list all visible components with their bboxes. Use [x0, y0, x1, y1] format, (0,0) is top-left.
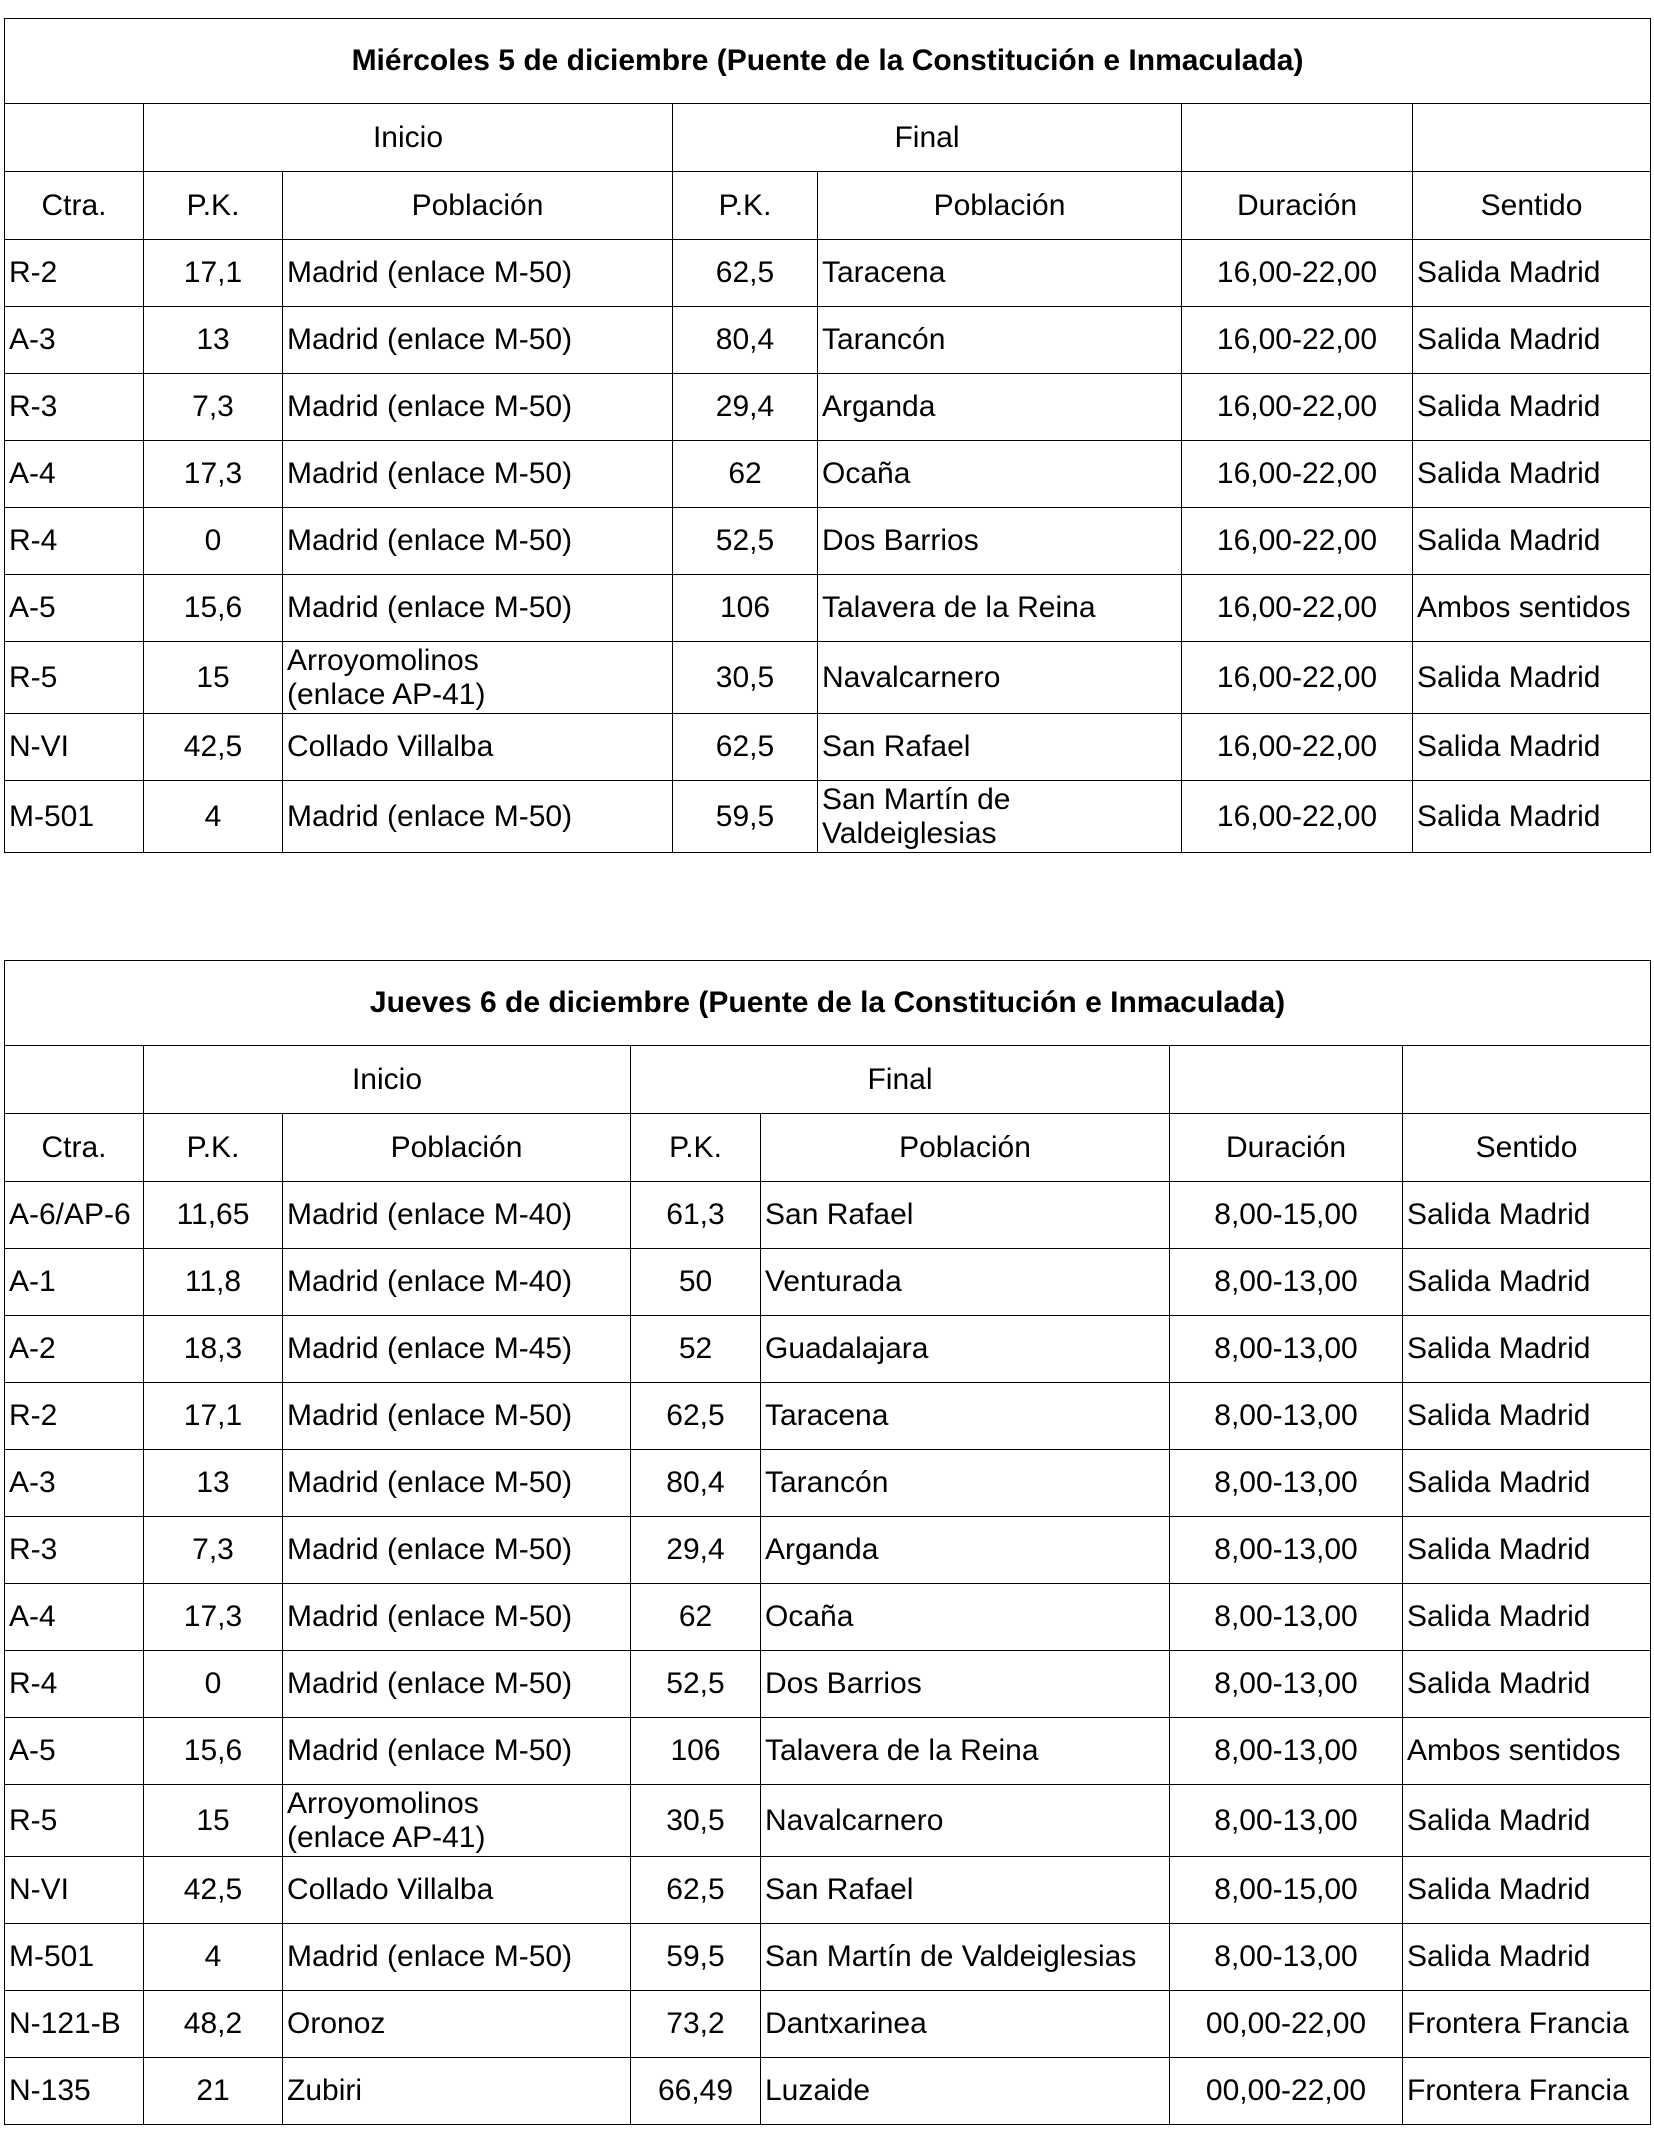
table-row	[5, 714, 1651, 781]
table-row	[5, 1857, 1651, 1924]
cell-poblacion-final: Talavera de la Reina	[818, 575, 1182, 642]
cell-ctra: R-3	[5, 374, 144, 441]
cell-sentido: Salida Madrid	[1403, 1249, 1651, 1316]
cell-pk-final: 30,5	[631, 1785, 761, 1857]
cell-poblacion-final: Navalcarnero	[761, 1785, 1170, 1857]
cell-pk-inicio: 42,5	[144, 714, 283, 781]
table-row	[5, 508, 1651, 575]
cell-poblacion-final: Taracena	[761, 1383, 1170, 1450]
cell-poblacion-inicio: Madrid (enlace M-40)	[283, 1182, 631, 1249]
cell-pk-inicio: 13	[144, 307, 283, 374]
cell-sentido: Salida Madrid	[1403, 1857, 1651, 1924]
cell-pk-final: 59,5	[673, 781, 818, 853]
cell-pk-final: 52	[631, 1316, 761, 1383]
cell-pk-final: 106	[673, 575, 818, 642]
column-header-duracion: Duración	[1182, 172, 1413, 240]
cell-sentido: Frontera Francia	[1403, 2058, 1651, 2125]
cell-pk-inicio: 7,3	[144, 374, 283, 441]
cell-poblacion-inicio: Madrid (enlace M-40)	[283, 1249, 631, 1316]
cell-ctra: A-5	[5, 1718, 144, 1785]
cell-pk-inicio: 15	[144, 1785, 283, 1857]
cell-ctra: A-2	[5, 1316, 144, 1383]
column-header-row	[5, 1114, 1651, 1182]
cell-pk-inicio: 17,1	[144, 1383, 283, 1450]
cell-duracion: 8,00-15,00	[1170, 1857, 1403, 1924]
cell-duracion: 16,00-22,00	[1182, 714, 1413, 781]
cell-ctra: N-VI	[5, 714, 144, 781]
cell-poblacion-inicio: Madrid (enlace M-50)	[283, 307, 673, 374]
cell-ctra: A-4	[5, 1584, 144, 1651]
cell-pk-inicio: 4	[144, 1924, 283, 1991]
table-row	[5, 374, 1651, 441]
cell-poblacion-inicio: Collado Villalba	[283, 714, 673, 781]
cell-poblacion-inicio: Madrid (enlace M-50)	[283, 240, 673, 307]
cell-sentido: Ambos sentidos	[1413, 575, 1651, 642]
group-header-row	[5, 1046, 1651, 1114]
cell-pk-inicio: 15	[144, 642, 283, 714]
group-header-empty	[1413, 104, 1651, 172]
cell-duracion: 00,00-22,00	[1170, 2058, 1403, 2125]
cell-pk-final: 61,3	[631, 1182, 761, 1249]
table-row	[5, 1991, 1651, 2058]
cell-duracion: 8,00-13,00	[1170, 1383, 1403, 1450]
cell-pk-final: 50	[631, 1249, 761, 1316]
cell-ctra: A-3	[5, 1450, 144, 1517]
cell-pk-inicio: 7,3	[144, 1517, 283, 1584]
cell-poblacion-final: Ocaña	[761, 1584, 1170, 1651]
cell-sentido: Salida Madrid	[1413, 642, 1651, 714]
cell-poblacion-inicio: Madrid (enlace M-50)	[283, 374, 673, 441]
cell-ctra: A-5	[5, 575, 144, 642]
cell-poblacion-final: San Rafael	[761, 1857, 1170, 1924]
column-header-poblacion-final: Población	[818, 172, 1182, 240]
cell-poblacion-inicio: Arroyomolinos (enlace AP-41)	[283, 642, 673, 714]
group-header-final: Final	[673, 104, 1182, 172]
cell-duracion: 16,00-22,00	[1182, 240, 1413, 307]
cell-sentido: Salida Madrid	[1413, 781, 1651, 853]
cell-ctra: A-1	[5, 1249, 144, 1316]
table-title: Jueves 6 de diciembre (Puente de la Constitución e Inmaculada)	[5, 961, 1651, 1046]
column-header-pk-inicio: P.K.	[144, 172, 283, 240]
cell-poblacion-inicio: Madrid (enlace M-50)	[283, 1584, 631, 1651]
cell-sentido: Salida Madrid	[1413, 508, 1651, 575]
cell-sentido: Salida Madrid	[1413, 307, 1651, 374]
cell-pk-final: 73,2	[631, 1991, 761, 2058]
column-header-ctra: Ctra.	[5, 1114, 144, 1182]
cell-poblacion-inicio: Madrid (enlace M-50)	[283, 1651, 631, 1718]
group-header-empty	[1403, 1046, 1651, 1114]
table-row	[5, 441, 1651, 508]
table-row	[5, 1584, 1651, 1651]
cell-pk-inicio: 17,3	[144, 1584, 283, 1651]
cell-pk-final: 62	[673, 441, 818, 508]
cell-pk-final: 29,4	[631, 1517, 761, 1584]
cell-poblacion-final: Ocaña	[818, 441, 1182, 508]
cell-sentido: Salida Madrid	[1413, 240, 1651, 307]
column-header-pk-final: P.K.	[631, 1114, 761, 1182]
cell-poblacion-final: Navalcarnero	[818, 642, 1182, 714]
cell-poblacion-final: Luzaide	[761, 2058, 1170, 2125]
cell-pk-final: 59,5	[631, 1924, 761, 1991]
cell-poblacion-final: San Martín de Valdeiglesias	[761, 1924, 1170, 1991]
cell-poblacion-inicio: Madrid (enlace M-50)	[283, 1718, 631, 1785]
column-header-pk-final: P.K.	[673, 172, 818, 240]
cell-sentido: Salida Madrid	[1413, 441, 1651, 508]
cell-ctra: A-6/AP-6	[5, 1182, 144, 1249]
cell-sentido: Salida Madrid	[1403, 1651, 1651, 1718]
cell-duracion: 8,00-13,00	[1170, 1718, 1403, 1785]
group-header-empty	[1182, 104, 1413, 172]
table-row	[5, 2058, 1651, 2125]
cell-pk-final: 52,5	[673, 508, 818, 575]
cell-poblacion-inicio: Madrid (enlace M-50)	[283, 575, 673, 642]
table-body	[5, 19, 1651, 853]
cell-sentido: Frontera Francia	[1403, 1991, 1651, 2058]
cell-ctra: R-5	[5, 1785, 144, 1857]
cell-pk-inicio: 18,3	[144, 1316, 283, 1383]
cell-sentido: Ambos sentidos	[1403, 1718, 1651, 1785]
cell-pk-final: 52,5	[631, 1651, 761, 1718]
cell-duracion: 8,00-13,00	[1170, 1249, 1403, 1316]
cell-duracion: 16,00-22,00	[1182, 642, 1413, 714]
cell-duracion: 8,00-15,00	[1170, 1182, 1403, 1249]
table-row	[5, 642, 1651, 714]
cell-ctra: N-121-B	[5, 1991, 144, 2058]
cell-pk-final: 29,4	[673, 374, 818, 441]
column-header-pk-inicio: P.K.	[144, 1114, 283, 1182]
cell-ctra: A-4	[5, 441, 144, 508]
cell-pk-inicio: 48,2	[144, 1991, 283, 2058]
cell-poblacion-inicio: Collado Villalba	[283, 1857, 631, 1924]
cell-sentido: Salida Madrid	[1413, 714, 1651, 781]
cell-duracion: 16,00-22,00	[1182, 781, 1413, 853]
cell-poblacion-final: Taracena	[818, 240, 1182, 307]
cell-pk-inicio: 17,3	[144, 441, 283, 508]
cell-sentido: Salida Madrid	[1403, 1924, 1651, 1991]
cell-pk-inicio: 11,65	[144, 1182, 283, 1249]
table-row	[5, 1924, 1651, 1991]
table-title: Miércoles 5 de diciembre (Puente de la Constitución e Inmaculada)	[5, 19, 1651, 104]
cell-pk-inicio: 0	[144, 1651, 283, 1718]
cell-ctra: M-501	[5, 781, 144, 853]
cell-duracion: 16,00-22,00	[1182, 575, 1413, 642]
cell-poblacion-inicio: Madrid (enlace M-50)	[283, 1517, 631, 1584]
column-header-sentido: Sentido	[1413, 172, 1651, 240]
cell-sentido: Salida Madrid	[1403, 1785, 1651, 1857]
table-row	[5, 1718, 1651, 1785]
cell-ctra: R-3	[5, 1517, 144, 1584]
cell-pk-inicio: 11,8	[144, 1249, 283, 1316]
cell-ctra: M-501	[5, 1924, 144, 1991]
cell-poblacion-final: San Martín de Valdeiglesias	[818, 781, 1182, 853]
group-header-inicio: Inicio	[144, 1046, 631, 1114]
column-header-row	[5, 172, 1651, 240]
cell-pk-inicio: 0	[144, 508, 283, 575]
cell-poblacion-final: Guadalajara	[761, 1316, 1170, 1383]
cell-poblacion-inicio: Madrid (enlace M-50)	[283, 441, 673, 508]
cell-duracion: 16,00-22,00	[1182, 441, 1413, 508]
cell-poblacion-final: Venturada	[761, 1249, 1170, 1316]
cell-pk-final: 80,4	[631, 1450, 761, 1517]
column-header-poblacion-final: Población	[761, 1114, 1170, 1182]
cell-pk-final: 30,5	[673, 642, 818, 714]
cell-pk-final: 106	[631, 1718, 761, 1785]
cell-sentido: Salida Madrid	[1403, 1584, 1651, 1651]
cell-poblacion-final: Dos Barrios	[818, 508, 1182, 575]
cell-pk-final: 62,5	[631, 1383, 761, 1450]
column-header-ctra: Ctra.	[5, 172, 144, 240]
cell-pk-inicio: 15,6	[144, 575, 283, 642]
schedule-table-wednesday	[4, 18, 1651, 853]
cell-ctra: R-2	[5, 1383, 144, 1450]
cell-pk-final: 62,5	[673, 714, 818, 781]
table-row	[5, 240, 1651, 307]
cell-poblacion-inicio: Madrid (enlace M-50)	[283, 781, 673, 853]
table-row	[5, 1517, 1651, 1584]
table-row	[5, 575, 1651, 642]
cell-pk-inicio: 21	[144, 2058, 283, 2125]
table-row	[5, 1316, 1651, 1383]
cell-poblacion-final: Dantxarinea	[761, 1991, 1170, 2058]
cell-duracion: 00,00-22,00	[1170, 1991, 1403, 2058]
cell-sentido: Salida Madrid	[1403, 1182, 1651, 1249]
table-row	[5, 1249, 1651, 1316]
cell-pk-inicio: 17,1	[144, 240, 283, 307]
cell-poblacion-final: Tarancón	[818, 307, 1182, 374]
cell-sentido: Salida Madrid	[1413, 374, 1651, 441]
cell-duracion: 8,00-13,00	[1170, 1924, 1403, 1991]
cell-ctra: N-VI	[5, 1857, 144, 1924]
column-header-duracion: Duración	[1170, 1114, 1403, 1182]
table-row	[5, 1651, 1651, 1718]
cell-ctra: R-4	[5, 508, 144, 575]
cell-duracion: 16,00-22,00	[1182, 307, 1413, 374]
table-row	[5, 1383, 1651, 1450]
cell-ctra: N-135	[5, 2058, 144, 2125]
group-header-row	[5, 104, 1651, 172]
table-title-row	[5, 19, 1651, 104]
table-title-row	[5, 961, 1651, 1046]
cell-poblacion-inicio: Oronoz	[283, 1991, 631, 2058]
cell-pk-final: 62,5	[673, 240, 818, 307]
cell-pk-final: 62,5	[631, 1857, 761, 1924]
cell-poblacion-inicio: Zubiri	[283, 2058, 631, 2125]
table-body	[5, 961, 1651, 2125]
cell-poblacion-inicio: Madrid (enlace M-45)	[283, 1316, 631, 1383]
cell-poblacion-final: Arganda	[761, 1517, 1170, 1584]
cell-poblacion-inicio: Madrid (enlace M-50)	[283, 1924, 631, 1991]
cell-pk-final: 62	[631, 1584, 761, 1651]
cell-poblacion-inicio: Arroyomolinos (enlace AP-41)	[283, 1785, 631, 1857]
cell-sentido: Salida Madrid	[1403, 1316, 1651, 1383]
cell-poblacion-inicio: Madrid (enlace M-50)	[283, 1450, 631, 1517]
group-header-empty	[5, 104, 144, 172]
table-row	[5, 1450, 1651, 1517]
cell-poblacion-final: Dos Barrios	[761, 1651, 1170, 1718]
schedule-table-thursday	[4, 960, 1651, 2125]
cell-ctra: R-4	[5, 1651, 144, 1718]
cell-duracion: 8,00-13,00	[1170, 1584, 1403, 1651]
cell-pk-inicio: 15,6	[144, 1718, 283, 1785]
cell-pk-inicio: 42,5	[144, 1857, 283, 1924]
column-header-poblacion-inicio: Población	[283, 1114, 631, 1182]
cell-pk-inicio: 13	[144, 1450, 283, 1517]
cell-poblacion-final: San Rafael	[761, 1182, 1170, 1249]
cell-ctra: A-3	[5, 307, 144, 374]
group-header-empty	[1170, 1046, 1403, 1114]
cell-sentido: Salida Madrid	[1403, 1517, 1651, 1584]
cell-duracion: 8,00-13,00	[1170, 1785, 1403, 1857]
cell-sentido: Salida Madrid	[1403, 1450, 1651, 1517]
cell-ctra: R-2	[5, 240, 144, 307]
cell-poblacion-inicio: Madrid (enlace M-50)	[283, 1383, 631, 1450]
table-row	[5, 307, 1651, 374]
table-row	[5, 1182, 1651, 1249]
cell-poblacion-final: Arganda	[818, 374, 1182, 441]
group-header-final: Final	[631, 1046, 1170, 1114]
cell-duracion: 8,00-13,00	[1170, 1450, 1403, 1517]
cell-duracion: 16,00-22,00	[1182, 374, 1413, 441]
column-header-poblacion-inicio: Población	[283, 172, 673, 240]
table-row	[5, 781, 1651, 853]
cell-duracion: 16,00-22,00	[1182, 508, 1413, 575]
cell-sentido: Salida Madrid	[1403, 1383, 1651, 1450]
cell-ctra: R-5	[5, 642, 144, 714]
cell-duracion: 8,00-13,00	[1170, 1316, 1403, 1383]
cell-poblacion-final: Tarancón	[761, 1450, 1170, 1517]
table-row	[5, 1785, 1651, 1857]
column-header-sentido: Sentido	[1403, 1114, 1651, 1182]
cell-duracion: 8,00-13,00	[1170, 1517, 1403, 1584]
cell-pk-final: 66,49	[631, 2058, 761, 2125]
cell-poblacion-final: Talavera de la Reina	[761, 1718, 1170, 1785]
cell-duracion: 8,00-13,00	[1170, 1651, 1403, 1718]
cell-pk-final: 80,4	[673, 307, 818, 374]
group-header-empty	[5, 1046, 144, 1114]
cell-poblacion-final: San Rafael	[818, 714, 1182, 781]
group-header-inicio: Inicio	[144, 104, 673, 172]
cell-pk-inicio: 4	[144, 781, 283, 853]
cell-poblacion-inicio: Madrid (enlace M-50)	[283, 508, 673, 575]
